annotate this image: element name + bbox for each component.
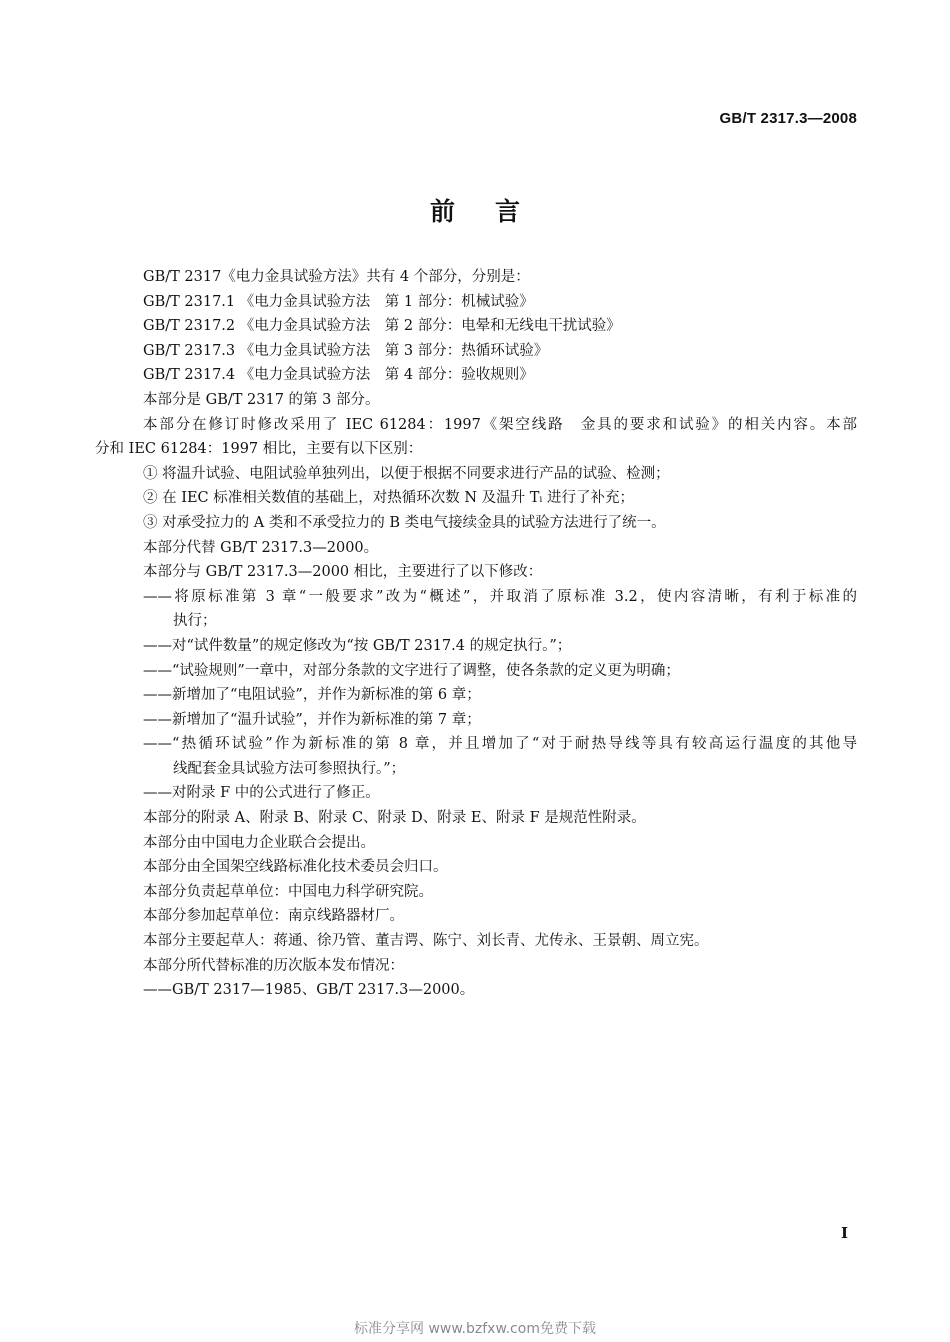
standard-code: GB/T 2317.3—2008 [719, 110, 857, 127]
text-line: 本部分由全国架空线路标准化技术委员会归口。 [143, 859, 448, 876]
text-line: 本部分主要起草人：蒋通、徐乃管、董吉谔、陈宁、刘长青、尤传永、王景朝、周立宪。 [143, 933, 709, 950]
text-line: ——对“试件数量”的规定修改为“按 GB/T 2317.4 的规定执行。”； [143, 637, 572, 654]
text-line: GB/T 2317.3 《电力金具试验方法 第 3 部分：热循环试验》 [143, 342, 549, 359]
text-line: ② 在 IEC 标准相关数值的基础上，对热循环次数 N 及温升 Tᵢ 进行了补充； [143, 490, 634, 507]
text-line: 本部分在修订时修改采用了 IEC 61284：1997《架空线路 金具的要求和试验》的相关内容。本部 [143, 416, 857, 433]
text-line: ——“试验规则”一章中，对部分条款的文字进行了调整，使各条款的定义更为明确； [143, 662, 680, 679]
text-line: ③ 对承受拉力的 A 类和不承受拉力的 B 类电气接续金具的试验方法进行了统一。 [143, 514, 666, 531]
text-line: 线配套金具试验方法可参照执行。”； [173, 760, 406, 777]
text-line: 执行； [173, 613, 217, 630]
text-line: 本部分是 GB/T 2317 的第 3 部分。 [143, 391, 380, 408]
text-line: 分和 IEC 61284：1997 相比，主要有以下区别： [95, 441, 423, 458]
text-line: 本部分的附录 A、附录 B、附录 C、附录 D、附录 E、附录 F 是规范性附录。 [143, 810, 646, 827]
text-line: GB/T 2317.1 《电力金具试验方法 第 1 部分：机械试验》 [143, 293, 534, 310]
page-title: 前言 [429, 197, 560, 226]
text-line: ——GB/T 2317—1985、GB/T 2317.3—2000。 [143, 982, 475, 999]
watermark: 标准分享网 www.bzfxw.com免费下载 [354, 1321, 596, 1337]
text-line: GB/T 2317《电力金具试验方法》共有 4 个部分，分别是： [143, 269, 530, 285]
page-number: I [841, 1224, 849, 1242]
foreword-body [95, 265, 857, 1003]
text-line: 本部分参加起草单位：南京线路器材厂。 [143, 908, 404, 925]
text-line: ——新增加了“电阻试验”，并作为新标准的第 6 章； [143, 687, 481, 704]
text-line: 本部分负责起草单位：中国电力科学研究院。 [143, 883, 433, 900]
text-line: GB/T 2317.2 《电力金具试验方法 第 2 部分：电晕和无线电干扰试验》 [143, 318, 621, 335]
text-line: 本部分代替 GB/T 2317.3—2000。 [143, 539, 379, 556]
text-line: ——新增加了“温升试验”，并作为新标准的第 7 章； [143, 711, 481, 728]
text-line: 本部分所代替标准的历次版本发布情况： [143, 957, 404, 974]
text-line: 本部分由中国电力企业联合会提出。 [143, 834, 375, 851]
text-line: 本部分与 GB/T 2317.3—2000 相比，主要进行了以下修改： [143, 564, 543, 581]
text-line: ① 将温升试验、电阻试验单独列出，以便于根据不同要求进行产品的试验、检测； [143, 465, 670, 482]
text-line: ——将原标准第 3 章“一般要求”改为“概述”，并取消了原标准 3.2，使内容清晰，有利于标准的 [143, 588, 857, 605]
text-line: GB/T 2317.4 《电力金具试验方法 第 4 部分：验收规则》 [143, 367, 534, 384]
text-line: ——“热循环试验”作为新标准的第 8 章，并且增加了“对于耐热导线等具有较高运行温度的其他导 [143, 736, 857, 753]
text-line: ——对附录 F 中的公式进行了修正。 [143, 785, 380, 802]
